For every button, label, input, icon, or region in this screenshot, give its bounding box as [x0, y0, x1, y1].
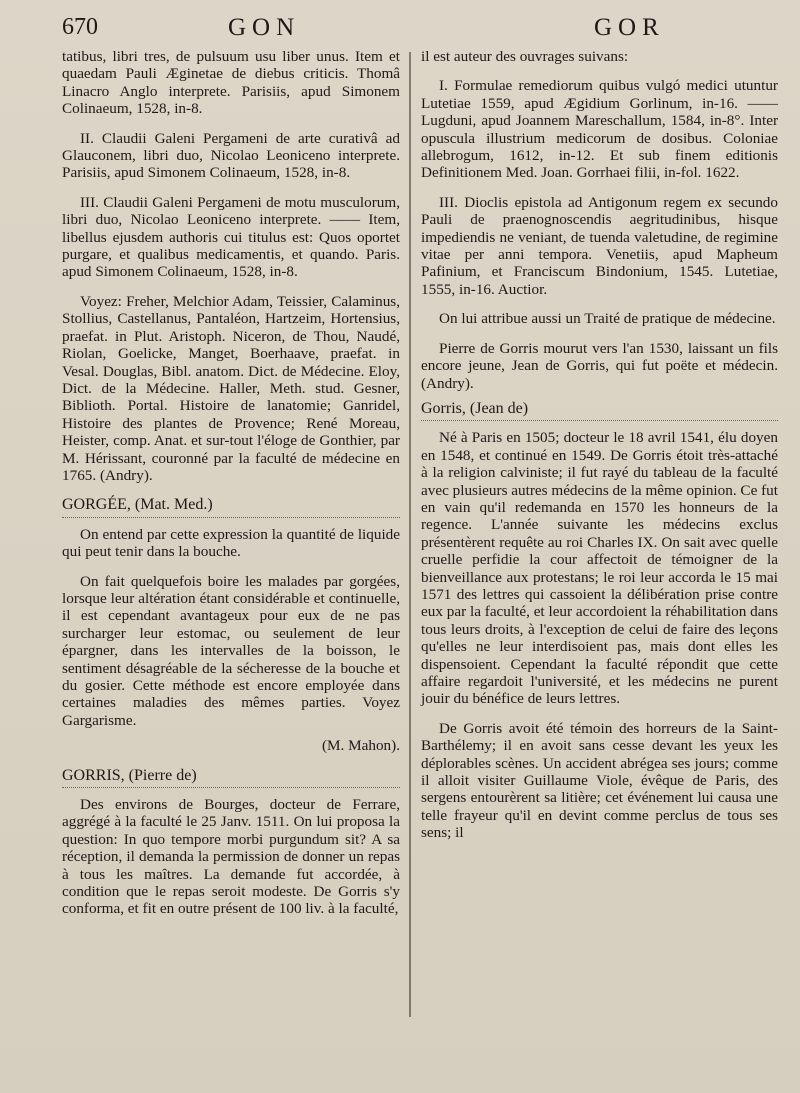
left-paragraph-1: tatibus, libri tres, de pulsuum usu liber unus. Item et quaedam Pauli Æginetae de diebus criticis. Thomâ Linacro Anglo interprete. Parisiis, apud Simonem Colinaeum, 1528, in-8. — [62, 48, 400, 118]
left-paragraph-2: II. Claudii Galeni Pergameni de arte curativâ ad Glauconem, libri duo, Nicolao Leoniceno interprete. Parisiis, apud Simonem Colinaeum, 1528, in-8. — [62, 129, 400, 182]
left-paragraph-7: Des environs de Bourges, docteur de Ferrare, aggrégé à la faculté le 25 Janv. 1511. On lui proposa la question: In quo tempore morbi purgundum sit? A sa réception, il demanda la permission de donner un repas à tous les maîtres. La demande fut accordée, à condition que le repas seroit modeste. De Gorris s'y conforma, et fit en outre présent de 100 liv. à la faculté, — [62, 796, 400, 918]
right-paragraph-7: De Gorris avoit été témoin des horreurs de la Saint-Barthélemy; il en avoit sans cesse devant les yeux les déplorables scènes. Un accident abrégea ses jours; comme il alloit visiter Guillaume Viole, évêque de Paris, des sergens entourèrent sa litière; cet événement lui causa une telle frayeur qu'il en devint comme perclus de tous ses sens; il — [421, 719, 778, 842]
signature-mahon: (M. Mahon). — [321, 737, 400, 755]
right-paragraph-5: Pierre de Gorris mourut vers l'an 1530, laissant un fils encore jeune, Jean de Gorris, qui fut poëte et médecin. (Andry). — [421, 339, 778, 392]
left-paragraph-5: On entend par cette expression la quantité de liquide qui peut tenir dans la bouche. — [62, 525, 400, 561]
right-paragraph-2: I. Formulae remediorum quibus vulgó medici utuntur Lutetiae 1559, apud Ægidium Gorlinum, in-16. —— Lugduni, apud Joannem Mareschallum, 1584, in-8°. Inter opuscula illustrium medicorum de dosibus. Coloniae allebrogum, 1612, in-12. Et sub finem editionis Definitionem Med. Joan. Gorrhaei filii, in-fol. 1622. — [421, 77, 778, 182]
column-divider — [409, 52, 411, 1017]
entry-heading-gorgee: GORGÉE, (Mat. Med.) — [62, 496, 400, 517]
page-header — [0, 12, 800, 46]
running-head-right: GOR — [594, 14, 665, 41]
entry-heading-gorris-pierre: GORRIS, (Pierre de) — [62, 767, 400, 788]
left-paragraph-6: On fait quelquefois boire les malades par gorgées, lorsque leur altération étant considérable et continuelle, il est cependant avantageux pour eux de ne pas surcharger leur estomac, ou seulement de leur épargner, dans les intervalles de la boisson, le sentiment désagréable de la sécheresse de la bouche et du gosier. Cette méthode est encore employée dans certaines maladies des mêmes parties. Voyez Gargarisme. — [62, 572, 400, 729]
right-paragraph-6: Né à Paris en 1505; docteur le 18 avril 1541, élu doyen en 1548, et continué en 1549. De Gorris étoit très-attaché à la religion calviniste; il fut rayé du tableau de la faculté avec plusieurs autres médecins de la même opinion. Ce fut en vain qu'il redemanda en 1570 les honneurs de la regence. L'année suivante les médecins exclus présentèrent requête au roi Charles IX. On sait avec quelle cruelle perfidie la cour affectoit de témoigner de la bienveillance aux protestans; le roi leur accorda le 15 mai 1571 des lettres qui cassoient la délibération prise contre eux par la faculté, et leur accordoient la réhabilitation dans tous leurs droits, à l'exception de celui de faire des leçons qu'elles ne leur interdisoient pas, mais dont elles les dispensoient. Cependant la faculté répondit que cette affaire regardoit l'université, et les médecins ne purent jouir du bénéfice de leurs lettres. — [421, 429, 778, 708]
entry-heading-gorris-jean: Gorris, (Jean de) — [421, 400, 778, 421]
running-head-left: GON — [228, 14, 301, 41]
right-paragraph-4: On lui attribue aussi un Traité de pratique de médecine. — [439, 310, 776, 328]
right-column — [421, 48, 778, 854]
left-column — [62, 48, 400, 930]
left-paragraph-3: III. Claudii Galeni Pergameni de motu musculorum, libri duo, Nicolao Leoniceno interprete. —— Item, libellus ejusdem authoris cui titulus est: Quos oportet purgare, et qualibus medicamentis, et quando. Paris. apud Simonem Colinaeum, 1528, in-8. — [62, 193, 400, 281]
right-paragraph-1: il est auteur des ouvrages suivans: — [421, 48, 629, 65]
page-number: 670 — [62, 14, 98, 40]
left-paragraph-4: Voyez: Freher, Melchior Adam, Teissier, Calaminus, Stollius, Castellanus, Pantaléon, Hartzeim, Hortensius, praefat. in Plut. Aristoph. Niceron, de Thou, Naudé, Riolan, Goelicke, Manget, Boerhaave, praefat. in Vesal. Douglas, Bibl. anatom. Dict. de Médecine. Eloy, Dict. de la Médecine. Haller, Meth. stud. Gesner, Biblioth. Portal. Histoire de lanatomie; Ganridel, Histoire des plantes de Provence; René Moreau, Heister, comp. Anat. et sur-tout l'éloge de Gonthier, par M. Hérissant, couronné par la faculté de médecine en 1765. (Andry). — [62, 292, 400, 484]
right-paragraph-3: III. Dioclis epistola ad Antigonum regem ex secundo Pauli de praenognoscendis aegritudinibus, hisque impediendis ne veniant, de tuenda valetudine, de regimine vitae per anni tempora. Venetiis, apud Mapheum Pafinium, et Franciscum Bindonium, 1545. Lutetiae, 1555, in-16. Auctior. — [421, 193, 778, 298]
